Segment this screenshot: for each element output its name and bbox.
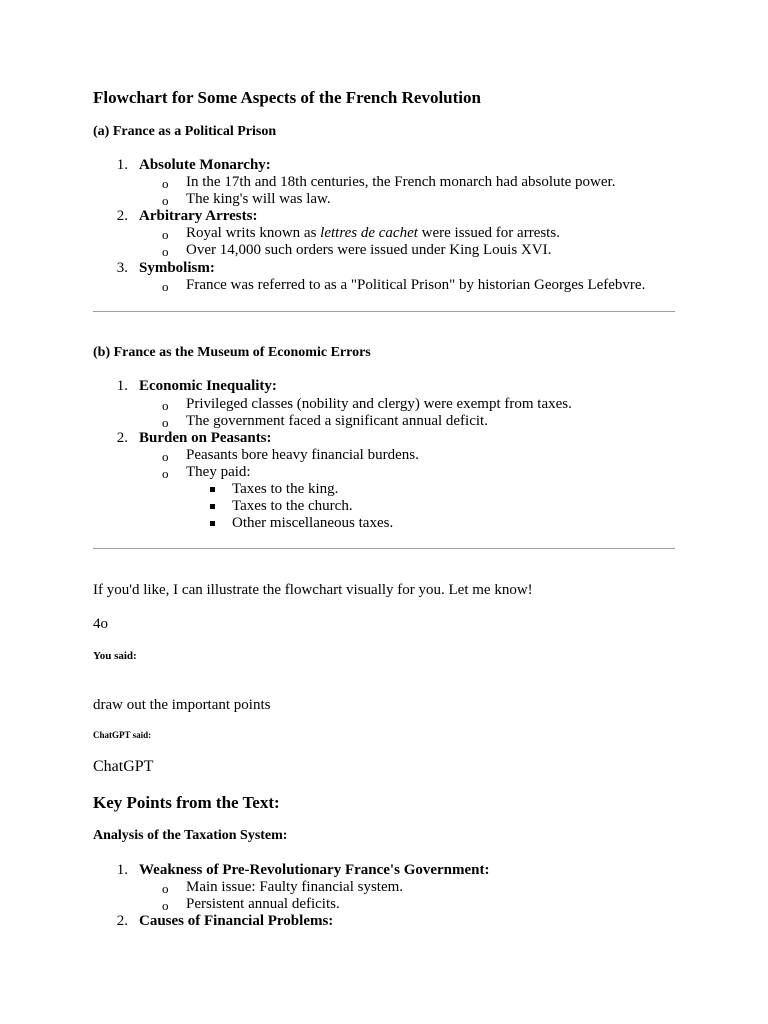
list-number: 1. [116,862,128,878]
circle-bullet-icon: o [162,176,169,191]
list-number: 1. [116,378,128,394]
circle-bullet-icon: o [162,279,169,294]
list-number: 2. [116,208,128,224]
list-subitem [186,226,560,241]
horizontal-divider [93,548,675,549]
list-item-label: Causes of Financial Problems: [139,913,334,929]
subitem-text: Royal writs known as [186,225,321,241]
chatgpt-said-label: ChatGPT said: [93,730,152,740]
list-subitem: Over 14,000 such orders were issued under King Louis XVI. [186,242,552,258]
list-subitem: Privileged classes (nobility and clergy) were exempt from taxes. [186,396,572,412]
circle-bullet-icon: o [162,449,169,464]
list-subitem: Main issue: Faulty financial system. [186,879,404,895]
list-item-label: Symbolism: [139,260,215,276]
list-item-label: Absolute Monarchy: [139,157,271,173]
list-subitem: In the 17th and 18th centuries, the French monarch had absolute power. [186,174,616,190]
square-bullet-icon [210,487,215,492]
circle-bullet-icon: o [162,466,169,481]
list-subitem: They paid: [186,464,251,480]
list-subitem: Peasants bore heavy financial burdens. [186,447,419,463]
circle-bullet-icon: o [162,898,169,913]
horizontal-divider [93,311,675,312]
square-bullet-icon [210,521,215,526]
list-item-label: Economic Inequality: [139,378,277,394]
circle-bullet-icon: o [162,227,169,242]
list-subitem: France was referred to as a "Political Prison" by historian Georges Lefebvre. [186,277,646,293]
subitem-emphasis: lettres de cachet [320,225,418,241]
circle-bullet-icon: o [162,193,169,208]
list-subitem: The government faced a significant annual deficit. [186,413,488,429]
list-number: 2. [116,430,128,446]
circle-bullet-icon: o [162,415,169,430]
subitem-text: were issued for arrests. [417,225,560,241]
model-tag: 4o [93,616,108,632]
you-said-label: You said: [93,650,137,662]
list-subsubitem: Taxes to the king. [232,481,339,497]
assistant-name: ChatGPT [93,758,154,775]
list-number: 2. [116,913,128,929]
list-subitem: The king's will was law. [186,191,331,207]
list-number: 3. [116,260,128,276]
circle-bullet-icon: o [162,244,169,259]
list-item-label: Arbitrary Arrests: [139,208,258,224]
section-b-heading: (b) France as the Museum of Economic Errors [93,345,371,360]
key-points-subheading: Analysis of the Taxation System: [93,828,288,843]
user-message: draw out the important points [93,697,271,713]
closing-paragraph: If you'd like, I can illustrate the flowchart visually for you. Let me know! [93,582,533,598]
list-subitem: Persistent annual deficits. [186,896,340,912]
square-bullet-icon [210,504,215,509]
list-number: 1. [116,157,128,173]
list-subsubitem: Other miscellaneous taxes. [232,515,394,531]
list-item-label: Burden on Peasants: [139,430,272,446]
circle-bullet-icon: o [162,398,169,413]
circle-bullet-icon: o [162,881,169,896]
list-item-label: Weakness of Pre-Revolutionary France's Government: [139,862,490,878]
list-subsubitem: Taxes to the church. [232,498,353,514]
page-title: Flowchart for Some Aspects of the French Revolution [93,88,481,107]
key-points-heading: Key Points from the Text: [93,793,280,812]
section-a-heading: (a) France as a Political Prison [93,124,277,139]
